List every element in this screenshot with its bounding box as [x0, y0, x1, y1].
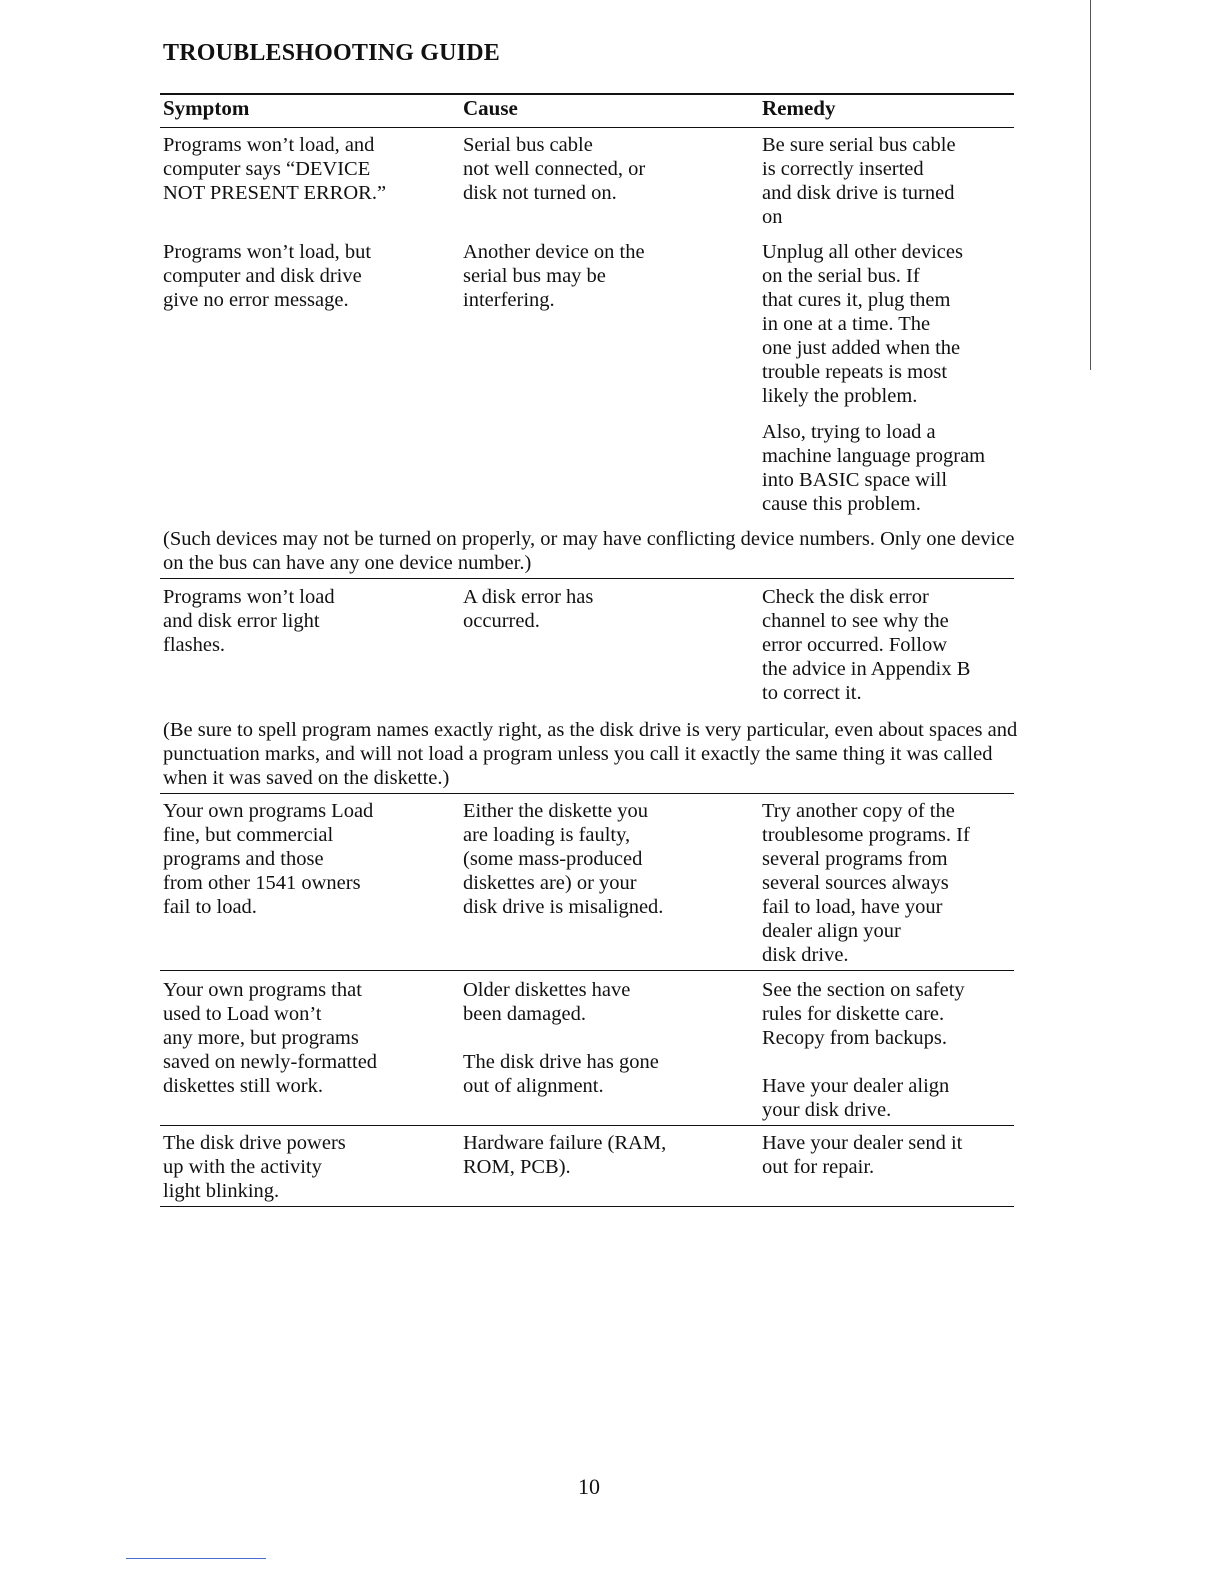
page-number: 10: [578, 1474, 600, 1499]
symptom-cell: Your own programs that used to Load won’t any more, but programs saved on newly-formatted diskettes still work.: [163, 979, 378, 1097]
row-divider: [160, 578, 1014, 579]
symptom-cell: Programs won’t load, but computer and disk drive give no error message.: [163, 241, 372, 311]
note-device-numbers: (Such devices may not be turned on properly, or may have conflicting device numbers. Only one device on the bus can have any one device number.): [163, 528, 1015, 574]
header-symptom: Symptom: [163, 96, 250, 120]
symptom-cell: Your own programs Load fine, but commercial programs and those from other 1541 owners fail to load.: [163, 800, 374, 918]
page-title: TROUBLESHOOTING GUIDE: [163, 40, 500, 66]
remedy-cell: See the section on safety rules for diskette care. Recopy from backups.: [762, 979, 965, 1049]
remedy-cell: Unplug all other devices on the serial bus. If that cures it, plug them in one at a time. The one just added when the trouble repeats is most likely the problem.: [762, 241, 963, 407]
cause-cell: Either the diskette you are loading is faulty, (some mass-produced diskettes are) or your disk drive is misaligned.: [463, 800, 664, 918]
table-bottom-rule: [160, 1206, 1014, 1207]
row-divider: [160, 1125, 1014, 1126]
remedy-cell: Be sure serial bus cable is correctly inserted and disk drive is turned on: [762, 134, 956, 228]
symptom-cell: Programs won’t load, and computer says “DEVICE NOT PRESENT ERROR.”: [163, 134, 387, 204]
remedy-cell-extra: Have your dealer align your disk drive.: [762, 1075, 950, 1121]
cause-cell: A disk error has occurred.: [463, 586, 594, 632]
row-divider: [160, 793, 1014, 794]
symptom-cell: Programs won’t load and disk error light flashes.: [163, 586, 335, 656]
scan-artifact-line: [126, 1558, 266, 1559]
note-program-names: (Be sure to spell program names exactly right, as the disk drive is very particular, even about spaces and punctuation marks, and will not load a program unless you call it exactly the same thing it was called when it was saved on the diskette.): [163, 719, 1018, 789]
cause-cell-extra: The disk drive has gone out of alignment.: [463, 1051, 659, 1097]
cause-cell: Another device on the serial bus may be interfering.: [463, 241, 645, 311]
table-top-rule: [160, 93, 1014, 95]
remedy-cell: Try another copy of the troublesome programs. If several programs from several sources always fail to load, have your dealer align your disk drive.: [762, 800, 970, 966]
remedy-cell-extra: Also, trying to load a machine language program into BASIC space will cause this problem.: [762, 421, 986, 515]
cause-cell: Hardware failure (RAM, ROM, PCB).: [463, 1132, 667, 1178]
symptom-cell: The disk drive powers up with the activity light blinking.: [163, 1132, 346, 1202]
remedy-cell: Check the disk error channel to see why the error occurred. Follow the advice in Appendix B to correct it.: [762, 586, 971, 704]
remedy-cell: Have your dealer send it out for repair.: [762, 1132, 963, 1178]
cause-cell: Older diskettes have been damaged.: [463, 979, 631, 1025]
cause-cell: Serial bus cable not well connected, or disk not turned on.: [463, 134, 646, 204]
header-bottom-rule: [160, 127, 1014, 128]
row-divider: [160, 970, 1014, 971]
header-cause: Cause: [463, 96, 518, 120]
header-remedy: Remedy: [762, 96, 836, 120]
scan-edge-line: [1090, 0, 1091, 370]
